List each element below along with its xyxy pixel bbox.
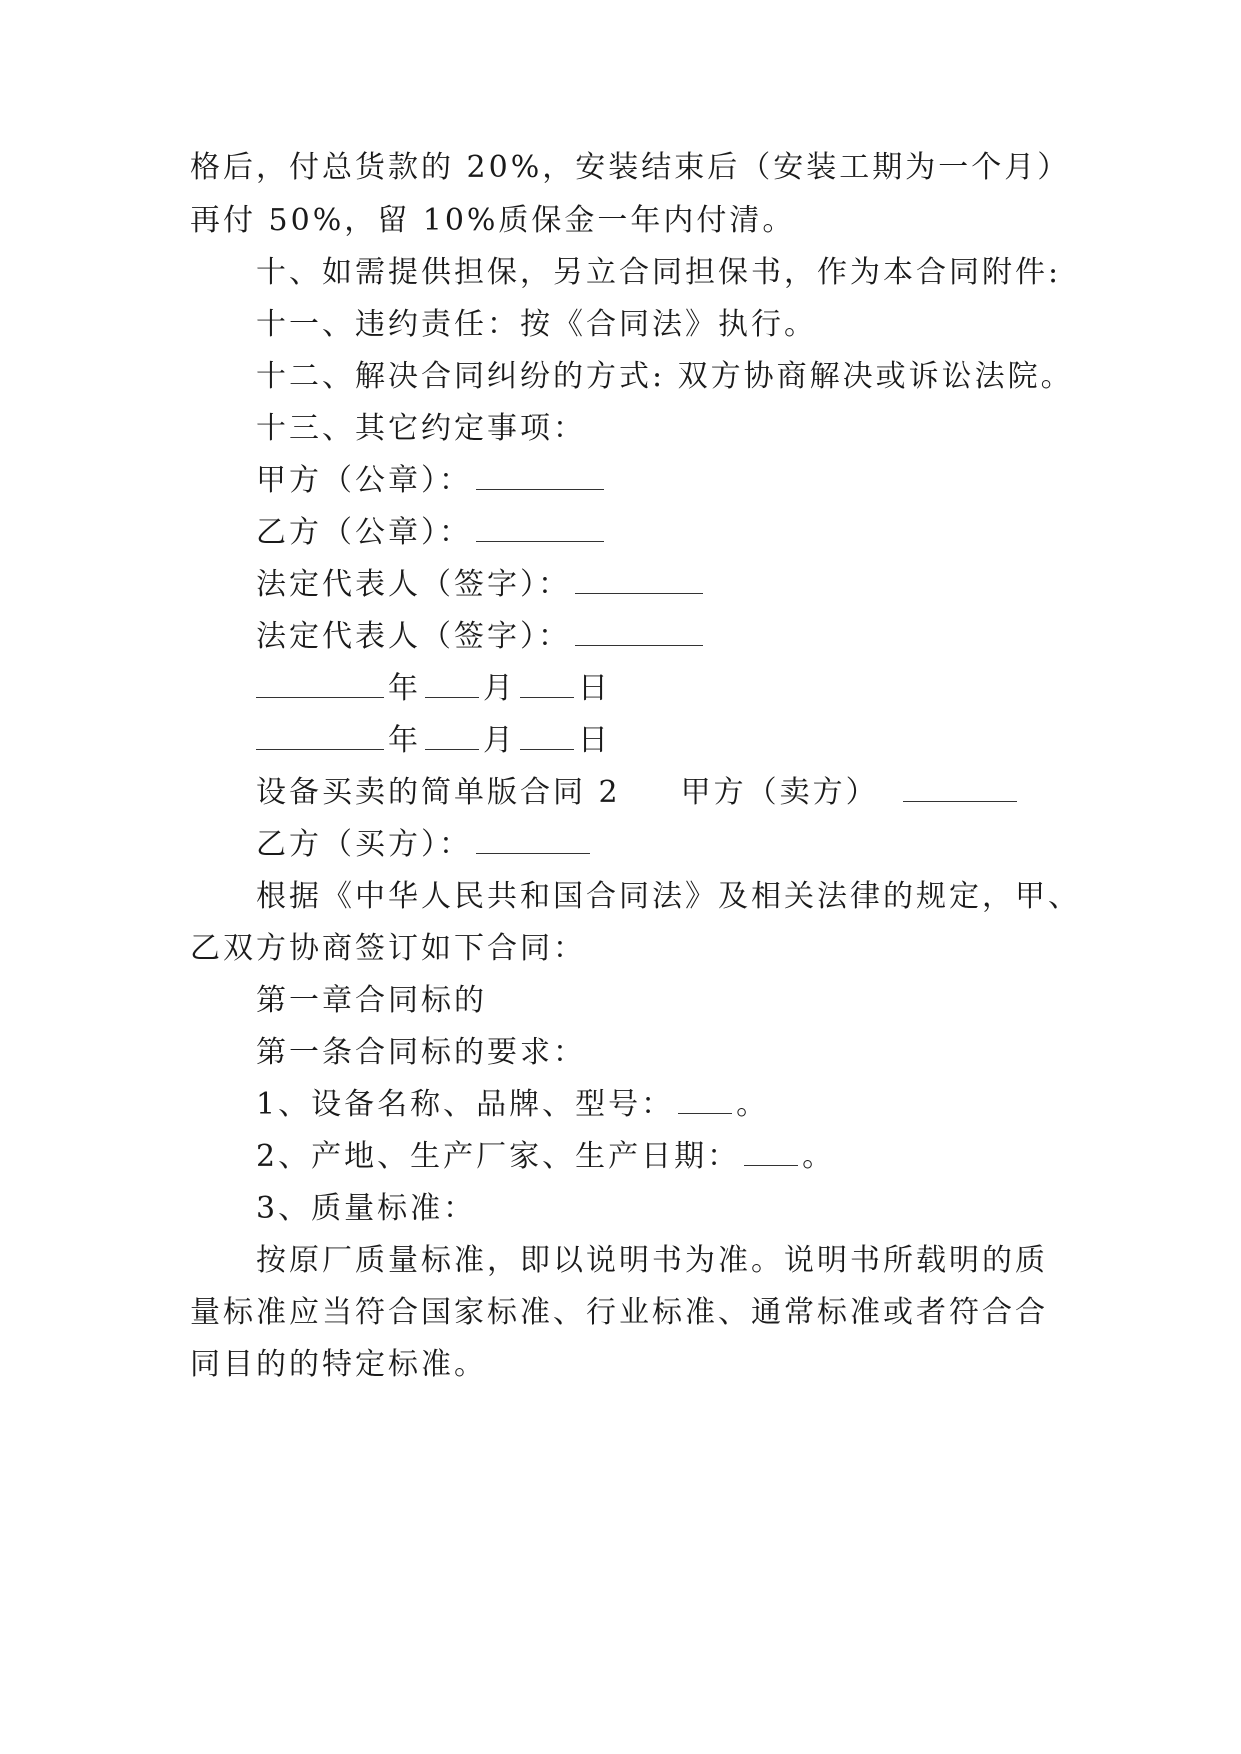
period: 。 xyxy=(802,1139,836,1174)
paragraph-line xyxy=(256,877,1081,917)
party-b-seal xyxy=(256,513,608,553)
text: 乙双方协商签订如下合同： xyxy=(190,931,586,966)
date-line-2 xyxy=(256,721,611,761)
party-a-seal xyxy=(256,461,608,501)
text: 第一条合同标的要求： xyxy=(256,1035,586,1070)
text: 十三、其它约定事项： xyxy=(256,411,586,446)
text: 同目的的特定标准。 xyxy=(190,1347,487,1382)
year-label: 年 xyxy=(388,671,421,706)
year-blank xyxy=(256,723,384,750)
signature-blank xyxy=(575,619,703,646)
clause-13 xyxy=(256,409,586,449)
paragraph-line xyxy=(190,929,586,969)
text: 按原厂质量标准，即以说明书为准。说明书所载明的质 xyxy=(256,1243,1048,1278)
fill-blank xyxy=(678,1087,732,1114)
month-label: 月 xyxy=(483,671,516,706)
month-blank xyxy=(425,723,479,750)
day-label: 日 xyxy=(578,723,611,758)
contract-2-heading xyxy=(256,773,1021,813)
day-blank xyxy=(520,671,574,698)
legal-rep-signature-2 xyxy=(256,617,707,657)
paragraph-line xyxy=(190,1345,487,1385)
paragraph-line xyxy=(256,1241,1048,1281)
text: 3、质量标准： xyxy=(256,1191,477,1226)
clause-12 xyxy=(256,357,1074,397)
seal-blank xyxy=(476,463,604,490)
label: 法定代表人（签字）： xyxy=(256,619,571,654)
buyer-blank xyxy=(476,827,590,854)
fill-blank xyxy=(744,1139,798,1166)
label: 乙方（公章）： xyxy=(256,515,472,550)
item-2 xyxy=(256,1137,835,1177)
text: 十、如需提供担保，另立合同担保书，作为本合同附件: xyxy=(256,255,1062,290)
legal-rep-signature-1 xyxy=(256,565,707,605)
text: 根据《中华人民共和国合同法》及相关法律的规定，甲、 xyxy=(256,879,1081,914)
label: 甲方（公章）： xyxy=(256,463,472,498)
item-3 xyxy=(256,1189,476,1229)
seal-blank xyxy=(476,515,604,542)
label: 法定代表人（签字）： xyxy=(256,567,571,602)
year-blank xyxy=(256,671,384,698)
text: 格后，付总货款的 20%，安装结束后（安装工期为一个月） xyxy=(190,150,1071,185)
signature-blank xyxy=(575,567,703,594)
text: 第一章合同标的 xyxy=(256,983,487,1018)
day-label: 日 xyxy=(578,671,611,706)
buyer-label: 乙方（买方）： xyxy=(256,827,472,862)
buyer-line xyxy=(256,825,594,865)
text: 再付 50%，留 10%质保金一年内付清。 xyxy=(190,203,796,238)
paragraph-line xyxy=(190,148,1070,188)
text: 量标准应当符合国家标准、行业标准、通常标准或者符合合 xyxy=(190,1295,1048,1330)
month-blank xyxy=(425,671,479,698)
date-line-1 xyxy=(256,669,611,709)
item-1 xyxy=(256,1085,769,1125)
label: 1、设备名称、品牌、型号： xyxy=(256,1087,675,1122)
paragraph-line xyxy=(190,1293,1048,1333)
seller-label: 甲方（卖方） xyxy=(680,775,879,810)
paragraph-line xyxy=(190,201,795,241)
year-label: 年 xyxy=(388,723,421,758)
clause-11 xyxy=(256,305,817,345)
label: 2、产地、生产厂家、生产日期： xyxy=(256,1139,741,1174)
text: 十二、解决合同纠纷的方式: 双方协商解决或诉讼法院。 xyxy=(256,359,1074,394)
clause-10 xyxy=(256,253,1061,293)
chapter-heading xyxy=(256,981,487,1021)
period: 。 xyxy=(736,1087,770,1122)
text: 十一、违约责任：按《合同法》执行。 xyxy=(256,307,817,342)
article-heading xyxy=(256,1033,586,1073)
day-blank xyxy=(520,723,574,750)
contract-title: 设备买卖的简单版合同 2 xyxy=(256,775,621,810)
seller-blank xyxy=(903,775,1017,802)
month-label: 月 xyxy=(483,723,516,758)
